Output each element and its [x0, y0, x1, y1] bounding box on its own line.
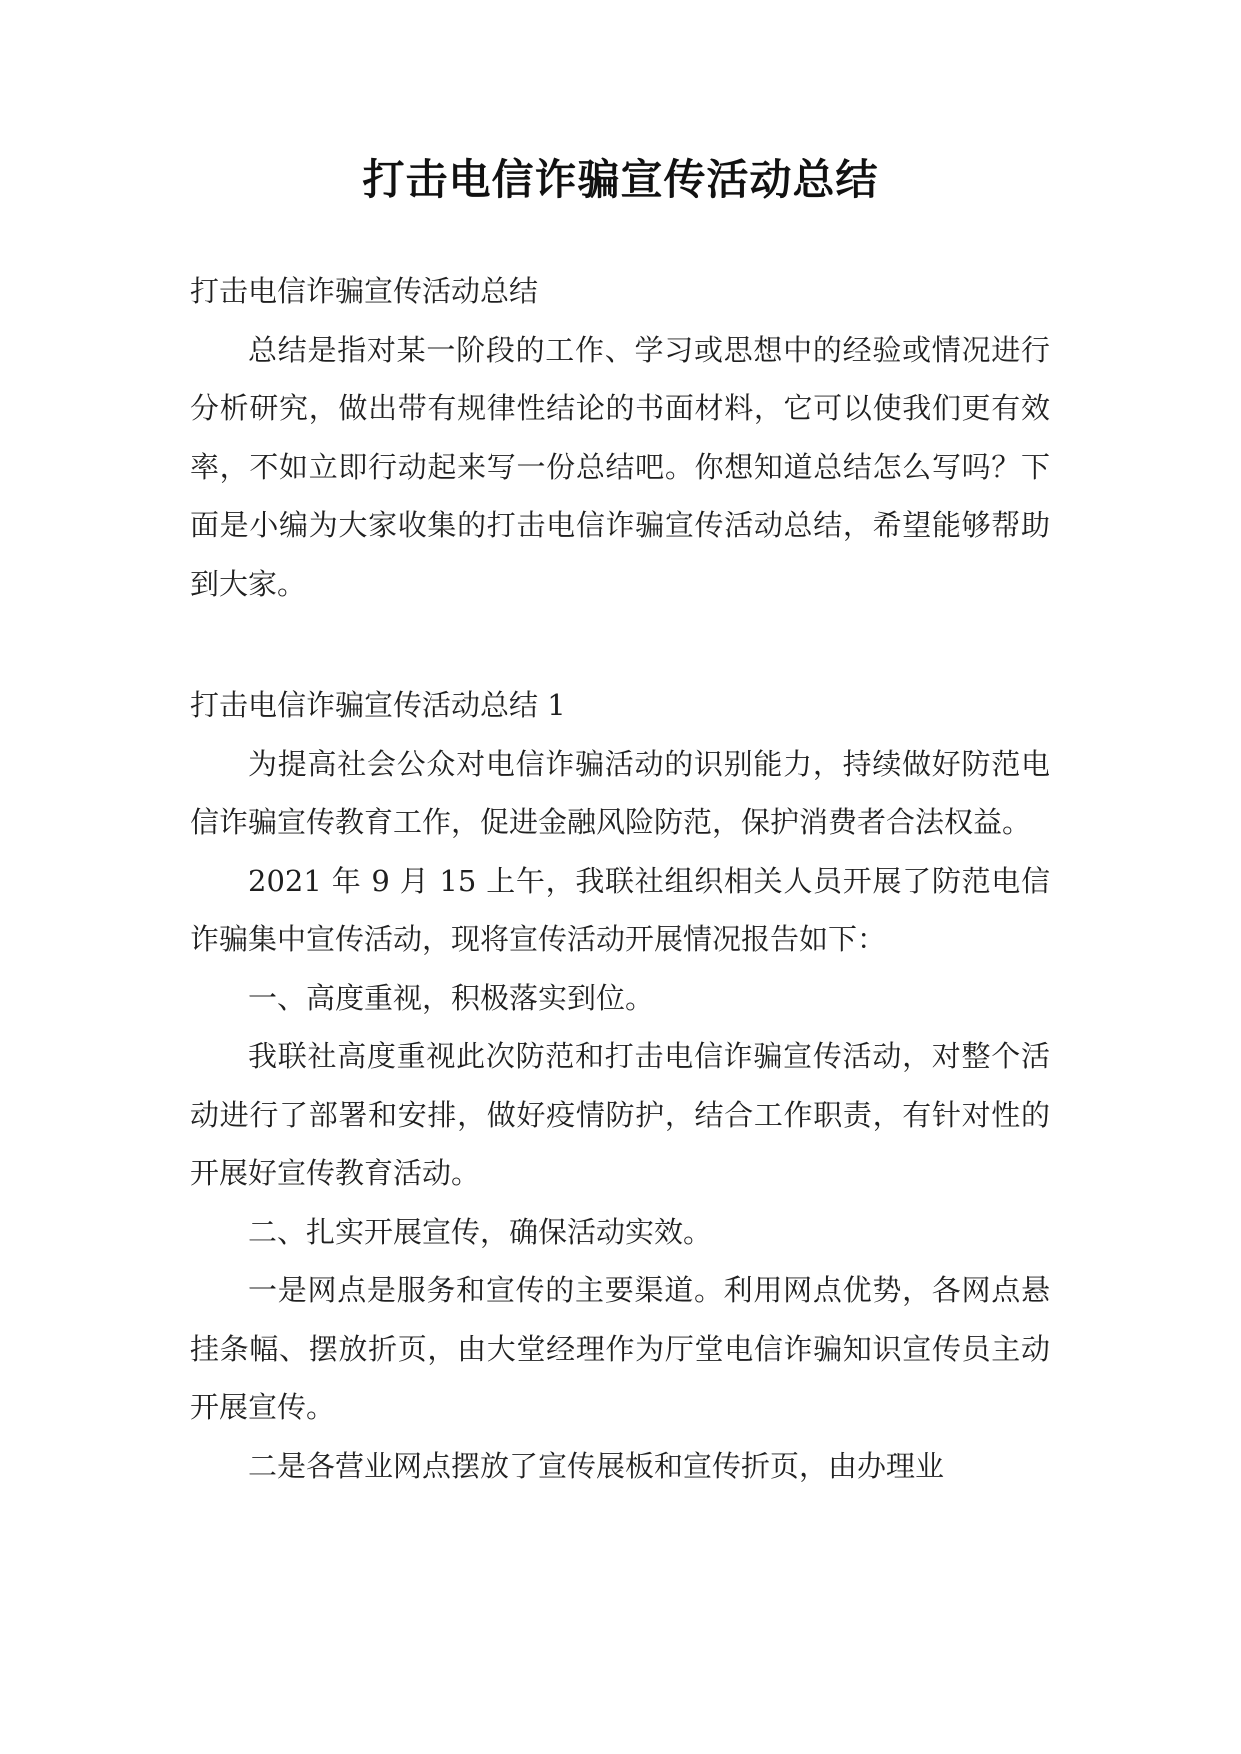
document-title: 打击电信诈骗宣传活动总结 [362, 155, 879, 204]
paragraph-attention: 我联社高度重视此次防范和打击电信诈骗宣传活动，对整个活动进行了部署和安排，做好疫情防护，结合工作职责，有针对性的开展好宣传教育活动。 [190, 1039, 1050, 1190]
paragraph-date: 2021 年 9 月 15 上午，我联社组织相关人员开展了防范电信诈骗集中宣传活动，现将宣传活动开展情况报告如下： [190, 863, 1050, 956]
paragraph-purpose: 为提高社会公众对电信诈骗活动的识别能力，持续做好防范电信诈骗宣传教育工作，促进金融风险防范，保护消费者合法权益。 [190, 746, 1050, 839]
intro-paragraph: 总结是指对某一阶段的工作、学习或思想中的经验或情况进行分析研究，做出带有规律性结论的书面材料，它可以使我们更有效率，不如立即行动起来写一份总结吧。你想知道总结怎么写吗？下面是小编为大家收集的打击电信诈骗宣传活动总结，希望能够帮助到大家。 [190, 332, 1050, 601]
paragraph-displays: 二是各营业网点摆放了宣传展板和宣传折页，由办理业 [248, 1448, 945, 1483]
section-point-1: 一、高度重视，积极落实到位。 [248, 980, 655, 1015]
section-point-2: 二、扎实开展宣传，确保活动实效。 [248, 1214, 713, 1249]
paragraph-branches: 一是网点是服务和宣传的主要渠道。利用网点优势，各网点悬挂条幅、摆放折页，由大堂经理作为厅堂电信诈骗知识宣传员主动开展宣传。 [190, 1273, 1050, 1424]
section-heading: 打击电信诈骗宣传活动总结 [190, 274, 539, 308]
subheading-1: 打击电信诈骗宣传活动总结 1 [190, 688, 566, 722]
document-body [190, 262, 1050, 1495]
section-spacer [190, 613, 1050, 676]
